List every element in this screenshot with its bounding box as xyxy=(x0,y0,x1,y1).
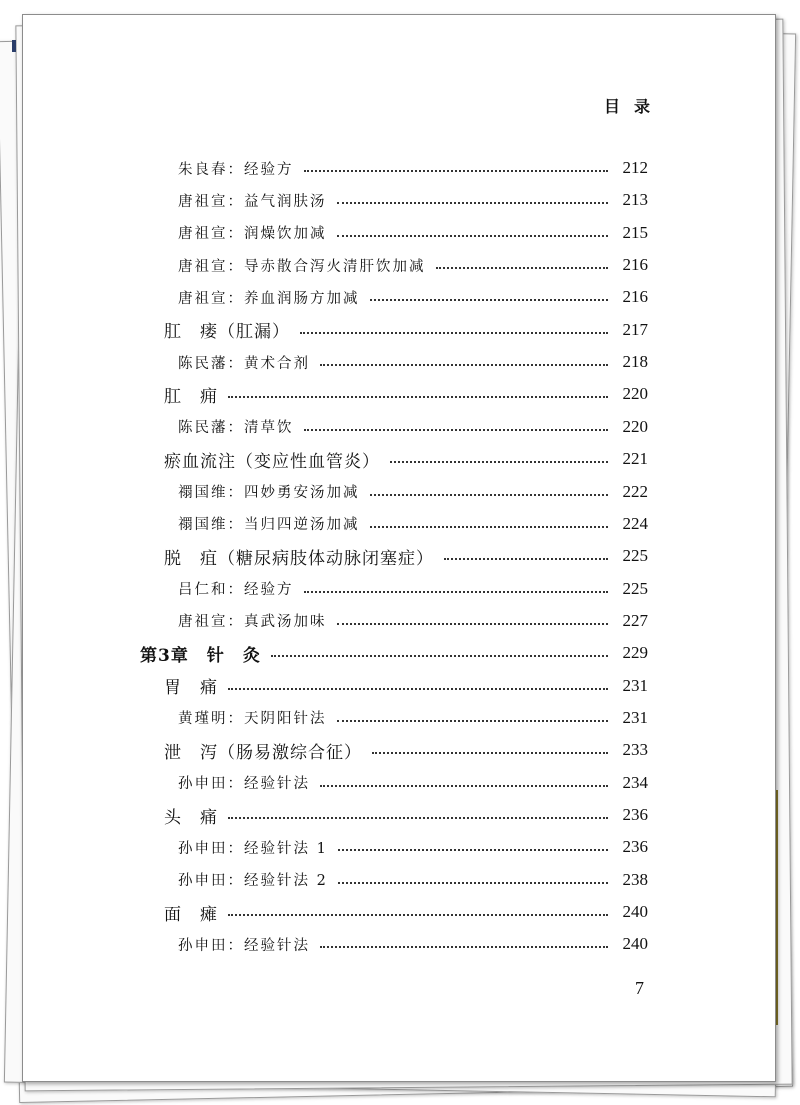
toc-entry-label: 唐祖宣：润燥饮加减 xyxy=(178,226,327,243)
toc-entry-label: 唐祖宣：导赤散合泻火清肝饮加减 xyxy=(178,258,426,275)
toc-entry-label: 孙申田：经验针法 xyxy=(178,937,310,954)
toc-leader-dots xyxy=(370,299,609,301)
toc-leader-dots xyxy=(370,526,609,528)
toc-leader-dots xyxy=(228,817,608,819)
toc-leader-dots xyxy=(271,655,608,657)
toc-entry-label: 唐祖宣：养血润肠方加减 xyxy=(178,290,360,307)
toc-entry-page: 224 xyxy=(622,513,648,533)
toc-entry-page: 218 xyxy=(622,352,648,372)
toc-subsection-entry[interactable] xyxy=(178,282,648,312)
toc-entry-page: 227 xyxy=(622,610,648,630)
toc-leader-dots xyxy=(304,591,609,593)
toc-leader-dots xyxy=(390,461,608,463)
toc-entry-label: 禤国维：四妙勇安汤加减 xyxy=(178,485,360,501)
toc-subsection-entry[interactable] xyxy=(178,250,648,280)
toc-entry-page: 216 xyxy=(622,255,648,275)
toc-entry-page: 216 xyxy=(622,287,648,307)
toc-entry-label: 朱良春：经验方 xyxy=(178,161,294,178)
toc-entry-label: 唐祖宣：益气润肤汤 xyxy=(178,193,327,210)
toc-leader-dots xyxy=(300,332,608,334)
toc-leader-dots xyxy=(320,364,608,366)
toc-subsection-entry[interactable] xyxy=(178,412,648,442)
toc-entry-page: 234 xyxy=(622,772,648,792)
toc-entry-page: 213 xyxy=(622,190,648,210)
toc-leader-dots xyxy=(228,914,608,916)
toc-entry-page: 236 xyxy=(622,805,648,824)
toc-leader-dots xyxy=(337,720,609,722)
toc-entry-label: 孙申田：经验针法 1 xyxy=(178,840,328,857)
toc-subsection-entry[interactable] xyxy=(178,218,648,248)
toc-entry-label: 孙申田：经验针法 xyxy=(178,776,310,793)
toc-leader-dots xyxy=(338,882,608,884)
toc-entry-label: 脱 疽（糖尿病肢体动脉闭塞症） xyxy=(164,548,434,569)
toc-entry-label: 黄瑾明：天阴阳针法 xyxy=(178,711,327,728)
toc-section-entry[interactable] xyxy=(164,541,648,571)
toc-leader-dots xyxy=(304,429,609,431)
toc-section-entry[interactable] xyxy=(164,735,648,765)
toc-leader-dots xyxy=(304,170,609,172)
toc-leader-dots xyxy=(228,396,608,398)
toc-leader-dots xyxy=(320,946,608,948)
toc-leader-dots xyxy=(444,558,608,560)
toc-entry-label: 胃 痛 xyxy=(164,678,218,699)
toc-subsection-entry[interactable] xyxy=(178,477,648,507)
toc-entry-label: 泄 泻（肠易激综合征） xyxy=(164,742,362,763)
toc-entry-label: 陈民藩：清草饮 xyxy=(178,420,294,437)
toc-entry-page: 220 xyxy=(622,384,648,404)
toc-entry-label: 吕仁和：经验方 xyxy=(178,582,294,599)
toc-subsection-entry[interactable] xyxy=(178,768,648,798)
toc-subsection-entry[interactable] xyxy=(178,185,648,215)
toc-entry-page: 225 xyxy=(622,546,648,566)
toc-entry-page: 231 xyxy=(622,675,648,695)
toc-section-entry[interactable] xyxy=(164,800,648,830)
toc-chapter-entry[interactable] xyxy=(140,638,648,668)
toc-entry-page: 217 xyxy=(622,319,648,339)
toc-section-entry[interactable] xyxy=(164,379,648,409)
toc-entry-page: 233 xyxy=(622,740,648,760)
toc-section-entry[interactable] xyxy=(164,315,648,345)
toc-leader-dots xyxy=(337,623,609,625)
toc-entry-page: 212 xyxy=(622,158,648,177)
toc-entry-label: 唐祖宣：真武汤加味 xyxy=(178,614,327,631)
toc-entry-page: 238 xyxy=(622,869,648,889)
toc-leader-dots xyxy=(338,849,608,851)
page-number: 7 xyxy=(635,978,644,998)
toc-entry-page: 222 xyxy=(622,481,648,501)
toc-entry-page: 220 xyxy=(622,416,648,436)
toc-section-entry[interactable] xyxy=(164,444,648,474)
toc-entry-page: 231 xyxy=(622,707,648,727)
toc-subsection-entry[interactable] xyxy=(178,574,648,604)
toc-entry-label: 瘀血流注（变应性血管炎） xyxy=(164,451,380,472)
toc-entry-label: 头 痛 xyxy=(164,807,218,828)
toc-subsection-entry[interactable] xyxy=(178,703,648,733)
toc-entry-label: 陈民藩：黄术合剂 xyxy=(178,355,310,372)
toc-entry-label: 肛 痈 xyxy=(164,386,218,407)
toc-entry-page: 229 xyxy=(622,643,648,663)
toc-entry-label: 肛 瘘（肛漏） xyxy=(164,322,290,343)
page-header-title: 目录 xyxy=(604,97,665,116)
toc-leader-dots xyxy=(436,267,609,269)
toc-entry-page: 225 xyxy=(622,578,648,598)
toc-entry-label: 面 瘫 xyxy=(164,904,218,925)
toc-subsection-entry[interactable] xyxy=(178,606,648,636)
toc-leader-dots xyxy=(372,752,608,754)
toc-subsection-entry[interactable] xyxy=(178,865,648,895)
toc-subsection-entry[interactable] xyxy=(178,347,648,377)
toc-subsection-entry[interactable] xyxy=(178,832,648,862)
toc-entry-page: 236 xyxy=(622,837,648,857)
toc-subsection-entry[interactable] xyxy=(178,153,648,183)
toc-section-entry[interactable] xyxy=(164,671,648,701)
toc-entry-label: 孙申田：经验针法 2 xyxy=(178,873,328,890)
toc-entry-page: 215 xyxy=(622,222,648,242)
toc-entry-label: 第3章 针 灸 xyxy=(140,645,261,666)
toc-section-entry[interactable] xyxy=(164,897,648,927)
toc-entry-label: 禤国维：当归四逆汤加减 xyxy=(178,517,360,534)
toc-entry-page: 240 xyxy=(622,902,648,922)
toc-entry-page: 240 xyxy=(622,934,648,954)
toc-subsection-entry[interactable] xyxy=(178,929,648,959)
toc-subsection-entry[interactable] xyxy=(178,509,648,539)
toc-leader-dots xyxy=(337,235,609,237)
toc-leader-dots xyxy=(320,785,608,787)
toc-leader-dots xyxy=(337,202,609,204)
toc-leader-dots xyxy=(370,494,609,496)
toc-leader-dots xyxy=(228,688,608,690)
toc-entry-page: 221 xyxy=(622,449,648,469)
